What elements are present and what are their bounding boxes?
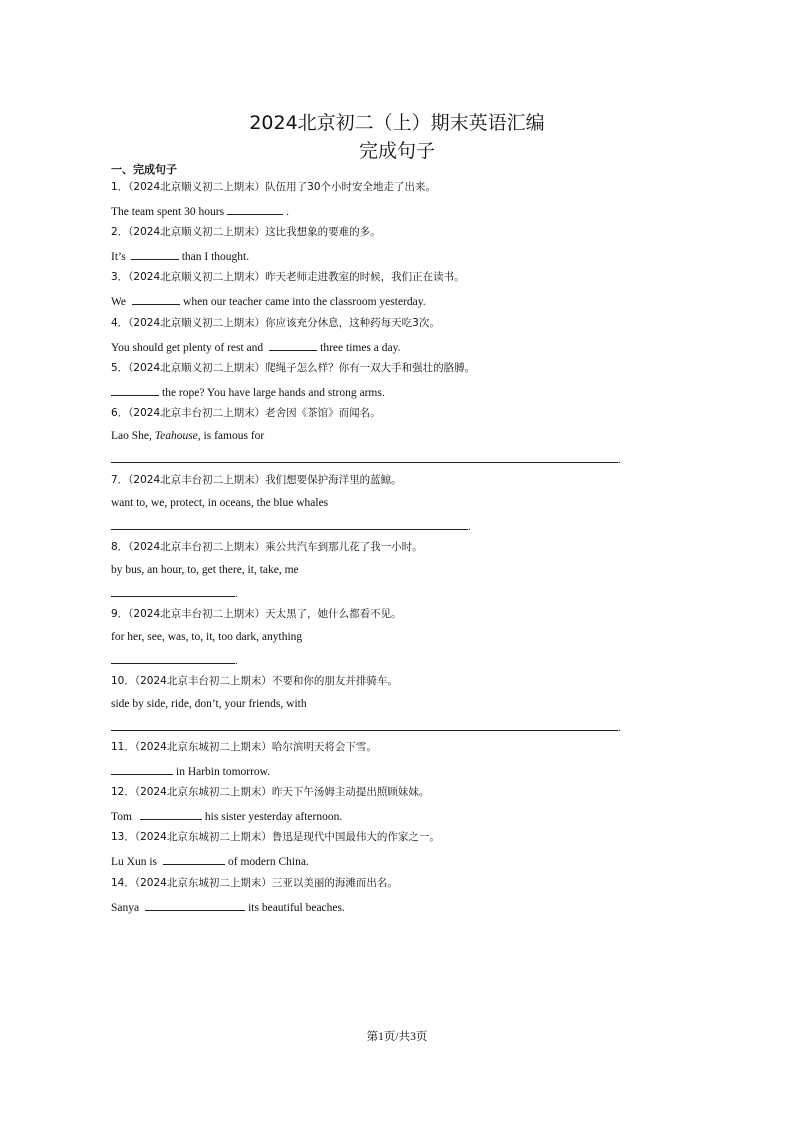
document-title: 2024北京初二（上）期末英语汇编	[249, 112, 545, 134]
question-3-prompt: 3．（2024北京顺义初二上期末）昨天老师走进教室的时候，我们正在读书。	[111, 271, 465, 283]
answer-blank[interactable]	[145, 899, 245, 911]
answer-text: of modern China.	[228, 856, 309, 868]
question-4-answer	[111, 339, 401, 355]
answer-text: the rope? You have large hands and strong arms.	[162, 387, 385, 399]
answer-blank[interactable]	[111, 763, 173, 775]
answer-text: It’s	[111, 251, 126, 263]
question-11-prompt: 11．（2024北京东城初二上期末）哈尔滨明天将会下雪。	[111, 741, 377, 753]
answer-text: when our teacher came into the classroom yesterday.	[183, 296, 426, 308]
answer-period: .	[468, 521, 471, 533]
question-13-prompt: 13．（2024北京东城初二上期末）鲁迅是现代中国最伟大的作家之一。	[111, 831, 440, 843]
answer-text: in Harbin tomorrow.	[176, 766, 271, 778]
question-12-prompt: 12．（2024北京东城初二上期末）昨天下午汤姆主动提出照顾妹妹。	[111, 786, 430, 798]
answer-text: You should get plenty of rest and	[111, 342, 264, 354]
page-number: 第1页/共3页	[366, 1031, 428, 1043]
question-13-answer	[111, 853, 309, 869]
answer-period: .	[235, 655, 238, 667]
question-8-answer-line	[111, 584, 238, 601]
answer-blank[interactable]	[111, 718, 618, 731]
question-10-answer-line	[111, 718, 621, 735]
question-9-prompt: 9．（2024北京丰台初二上期末）天太黑了，她什么都看不见。	[111, 608, 402, 620]
question-14-prompt: 14．（2024北京东城初二上期末）三亚以美丽的海滩而出名。	[111, 877, 398, 889]
answer-period: .	[235, 588, 238, 600]
question-7-words: want to, we, protect, in oceans, the blue whales	[111, 497, 329, 509]
answer-blank[interactable]	[140, 808, 202, 820]
answer-italic-title: Teahouse	[154, 430, 198, 442]
question-2-prompt: 2．（2024北京顺义初二上期末）这比我想象的要难的多。	[111, 226, 381, 238]
answer-blank[interactable]	[111, 384, 159, 396]
question-11-answer	[111, 763, 270, 779]
answer-blank[interactable]	[111, 584, 235, 597]
question-4-prompt: 4．（2024北京顺义初二上期末）你应该充分休息，这种药每天吃3次。	[111, 317, 440, 329]
question-6-answer-line	[111, 450, 621, 467]
question-8-words: by bus, an hour, to, get there, it, take, me	[111, 564, 299, 576]
question-9-answer-line	[111, 651, 238, 668]
answer-text: than I thought.	[181, 251, 250, 263]
question-14-answer	[111, 899, 345, 915]
answer-text: Sanya	[111, 902, 140, 914]
question-10-words: side by side, ride, don’t, your friends, with	[111, 698, 307, 710]
question-6-prompt: 6．（2024北京丰台初二上期末）老舍因《茶馆》而闻名。	[111, 407, 381, 419]
answer-text: three times a day.	[320, 342, 401, 354]
answer-blank[interactable]	[131, 248, 179, 260]
question-1-answer	[111, 203, 289, 219]
question-3-answer	[111, 293, 426, 309]
answer-text: Lu Xun is	[111, 856, 157, 868]
answer-blank[interactable]	[111, 651, 235, 664]
answer-text: Lao She,	[111, 430, 155, 442]
answer-text: We	[111, 296, 127, 308]
answer-blank[interactable]	[269, 339, 317, 351]
question-8-prompt: 8．（2024北京丰台初二上期末）乘公共汽车到那儿花了我一小时。	[111, 541, 423, 553]
answer-text: , is famous for	[197, 430, 265, 442]
section-heading: 一、完成句子	[111, 163, 177, 176]
answer-period: .	[618, 722, 621, 734]
question-9-words: for her, see, was, to, it, too dark, anything	[111, 631, 303, 643]
answer-text: Tom	[111, 811, 132, 823]
answer-blank[interactable]	[163, 853, 225, 865]
question-5-answer	[111, 384, 385, 400]
question-6-answer	[111, 429, 264, 443]
answer-blank[interactable]	[227, 203, 283, 215]
question-5-prompt: 5．（2024北京顺义初二上期末）爬绳子怎么样？你有一双大手和强壮的胳膊。	[111, 362, 476, 374]
document-subtitle: 完成句子	[358, 140, 435, 162]
answer-blank[interactable]	[111, 450, 618, 463]
question-2-answer	[111, 248, 249, 264]
answer-text: .	[286, 206, 289, 218]
answer-text: its beautiful beaches.	[248, 902, 345, 914]
answer-blank[interactable]	[111, 517, 468, 530]
answer-period: .	[618, 454, 621, 466]
answer-blank[interactable]	[132, 293, 180, 305]
question-7-answer-line	[111, 517, 471, 534]
question-1-prompt: 1．（2024北京顺义初二上期末）队伍用了30个小时安全地走了出来。	[111, 181, 437, 193]
question-10-prompt: 10．（2024北京丰台初二上期末）不要和你的朋友并排骑车。	[111, 675, 398, 687]
answer-text: The team spent 30 hours	[111, 206, 225, 218]
question-7-prompt: 7．（2024北京丰台初二上期末）我们想要保护海洋里的蓝鲸。	[111, 474, 402, 486]
question-12-answer	[111, 808, 342, 824]
answer-text: his sister yesterday afternoon.	[204, 811, 343, 823]
